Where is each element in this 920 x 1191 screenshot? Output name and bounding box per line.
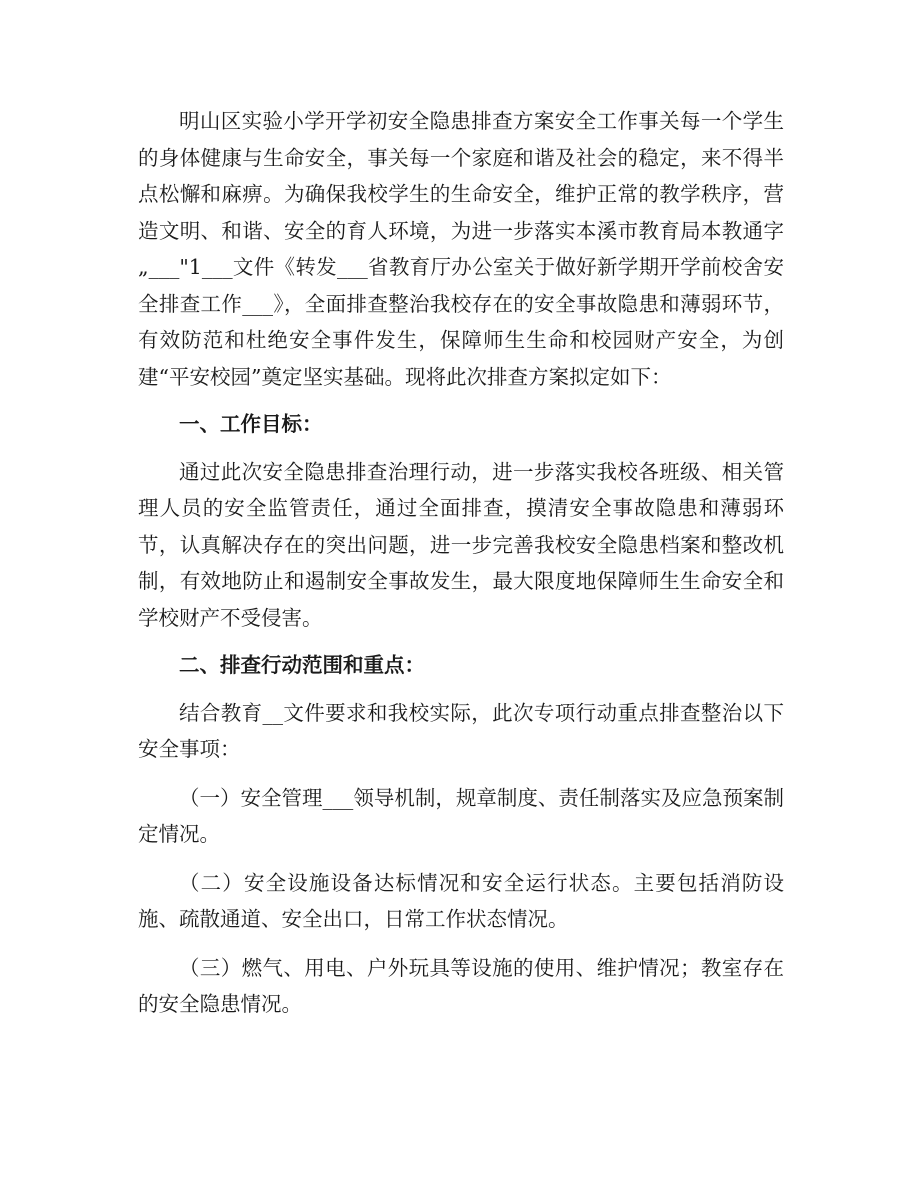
section-1-paragraph: 通过此次安全隐患排查治理行动，进一步落实我校各班级、相关管理人员的安全监管责任，通过全面排查，摸清安全事故隐患和薄弱环节，认真解决存在的突出问题，进一步完善我校安全隐患档案和整改机制，有效地防止和遏制安全事故发生，最大限度地保障师生生命安全和学校财产不受侵害。 bbox=[138, 459, 784, 630]
document-body bbox=[138, 103, 784, 1023]
intro-paragraph: 明山区实验小学开学初安全隐患排查方案安全工作事关每一个学生的身体健康与生命安全，事关每一个家庭和谐及社会的稳定，来不得半点松懈和麻痹。为确保我校学生的生命安全，维护正常的教学秩序，营造文明、和谐、安全的育人环境，为进一步落实本溪市教育局本教通字„___"1___文件《转发___省教育厅办公室关于做好新学期开学前校舍安全排查工作___》，全面排查整治我校存在的安全事故隐患和薄弱环节，有效防范和杜绝安全事件发生，保障师生生命和校园财产安全，为创建“平安校园”奠定坚实基础。现将此次排查方案拟定如下： bbox=[138, 109, 784, 389]
section-1-heading: 一、工作目标： bbox=[179, 412, 323, 436]
section-2-heading: 二、排查行动范围和重点： bbox=[179, 653, 425, 677]
section-2-paragraph: 结合教育__文件要求和我校实际，此次专项行动重点排查整治以下安全事项： bbox=[138, 700, 784, 761]
section-2-item-1: （一）安全管理___领导机制，规章制度、责任制落实及应急预案制定情况。 bbox=[138, 785, 784, 846]
section-2-item-2: （二）安全设施设备达标情况和安全运行状态。主要包括消防设施、疏散通道、安全出口，日常工作状态情况。 bbox=[138, 870, 784, 931]
section-2-item-3: （三）燃气、用电、户外玩具等设施的使用、维护情况；教室存在的安全隐患情况。 bbox=[138, 955, 784, 1016]
